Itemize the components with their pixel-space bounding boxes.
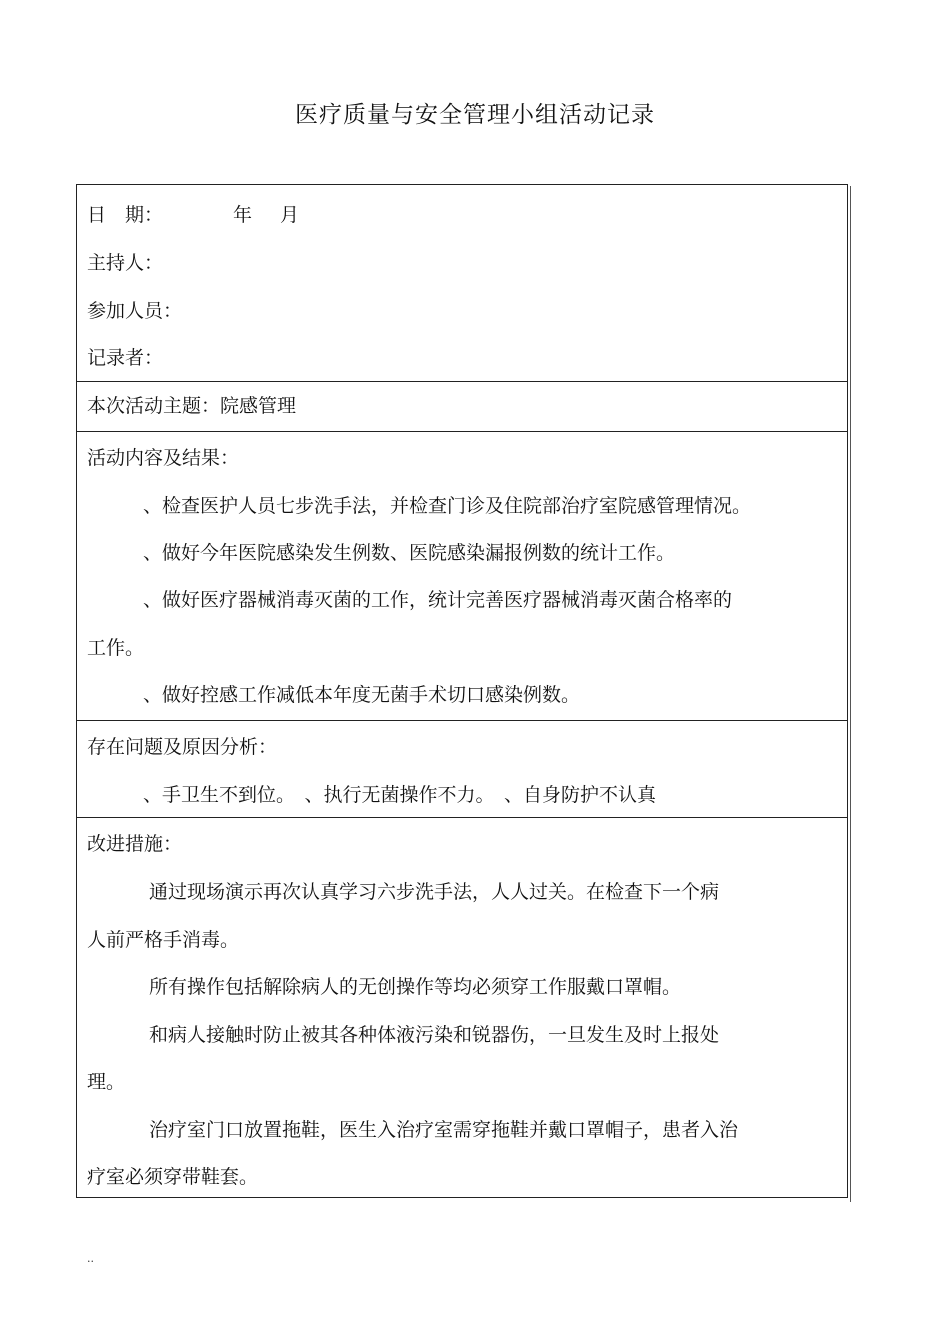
content-heading: 活动内容及结果： — [87, 447, 240, 469]
topic-section — [77, 381, 847, 431]
problems-section — [77, 720, 847, 817]
content-line-5: 、做好控感工作减低本年度无菌手术切口感染例数。 — [143, 684, 581, 706]
improvements-heading: 改进措施： — [87, 833, 183, 855]
host-label: 主持人： — [87, 252, 164, 274]
improvements-line-4: 和病人接触时防止被其各种体液污染和锐器伤，一旦发生及时上报处 — [149, 1024, 720, 1046]
table-edge-shadow — [850, 186, 851, 1202]
problems-line: 、手卫生不到位。 、执行无菌操作不力。 、自身防护不认真 — [143, 784, 657, 806]
topic-label: 本次活动主题： — [87, 395, 221, 417]
improvements-line-5: 理。 — [87, 1071, 126, 1093]
content-line-4: 工作。 — [87, 637, 145, 659]
footer-mark: .. — [87, 1252, 94, 1265]
record-table — [76, 184, 848, 1198]
topic-value: 院感管理 — [220, 395, 297, 417]
improvements-line-2: 人前严格手消毒。 — [87, 929, 240, 951]
improvements-section — [77, 817, 847, 1199]
problems-heading: 存在问题及原因分析： — [87, 736, 278, 758]
month-label: 月 — [280, 204, 300, 226]
content-line-1: 、检查医护人员七步洗手法，并检查门诊及住院部治疗室院感管理情况。 — [143, 495, 752, 517]
year-label: 年 — [233, 204, 253, 226]
content-section — [77, 431, 847, 720]
participants-label: 参加人员： — [87, 300, 183, 322]
improvements-line-6: 治疗室门口放置拖鞋，医生入治疗室需穿拖鞋并戴口罩帽子，患者入治 — [149, 1119, 739, 1141]
recorder-label: 记录者： — [87, 347, 164, 369]
improvements-line-1: 通过现场演示再次认真学习六步洗手法，人人过关。在检查下一个病 — [149, 881, 720, 903]
improvements-line-3: 所有操作包括解除病人的无创操作等均必须穿工作服戴口罩帽。 — [149, 976, 682, 998]
page-title: 医疗质量与安全管理小组活动记录 — [295, 102, 655, 128]
content-line-2: 、做好今年医院感染发生例数、医院感染漏报例数的统计工作。 — [143, 542, 676, 564]
content-line-3: 、做好医疗器械消毒灭菌的工作，统计完善医疗器械消毒灭菌合格率的 — [143, 589, 733, 611]
improvements-line-7: 疗室必须穿带鞋套。 — [87, 1166, 259, 1188]
date-label: 日 期： — [87, 204, 164, 226]
header-section — [77, 185, 847, 381]
topic-line — [87, 394, 296, 418]
